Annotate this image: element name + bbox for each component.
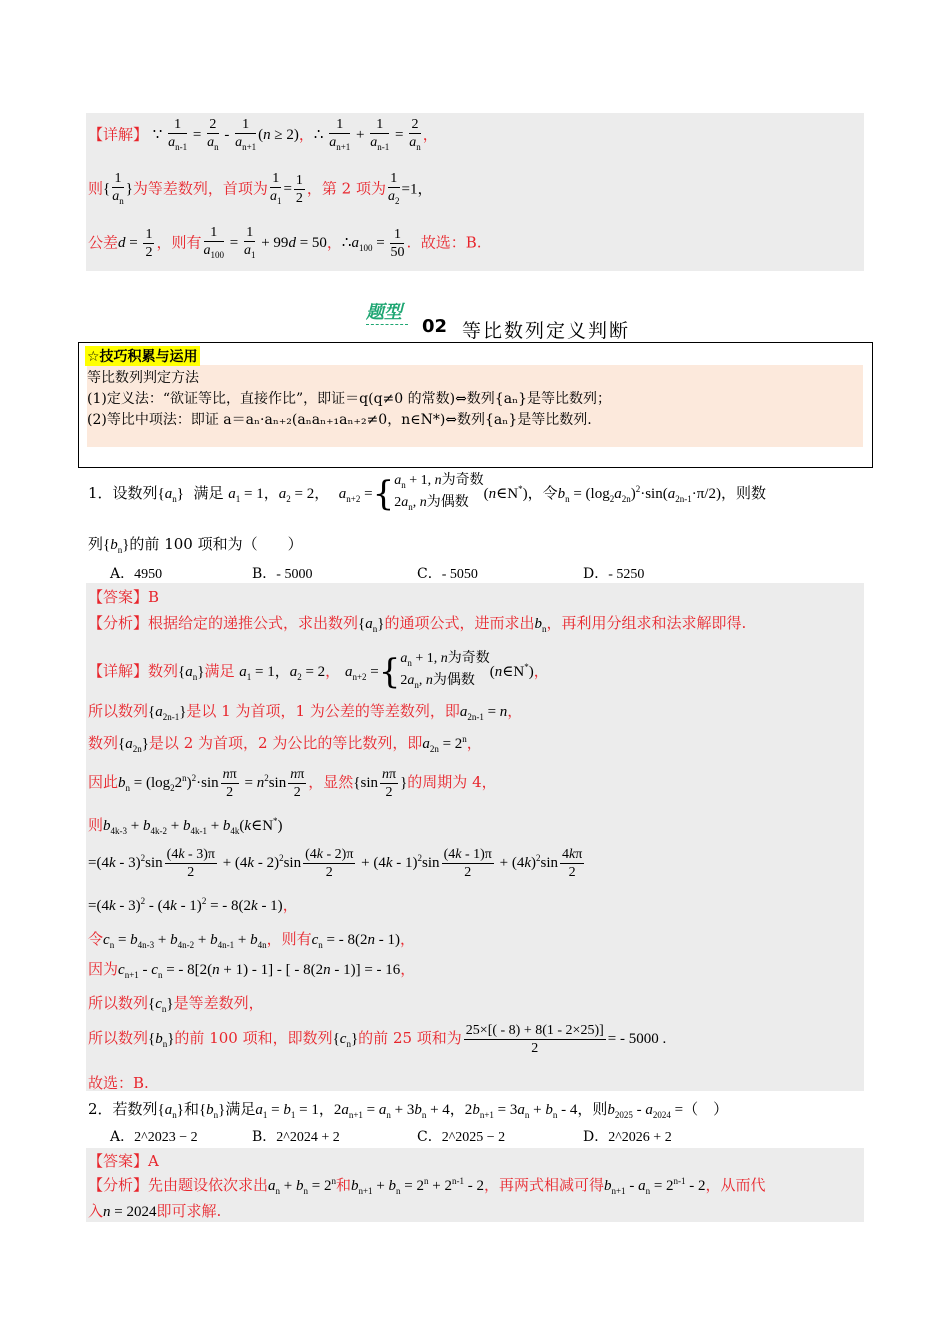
s2a: 数列 xyxy=(88,734,119,752)
analysis-a: 根据给定的递推公式，求出数列 xyxy=(148,614,359,632)
q2-option-b[interactable]: B．2^2024 + 2 xyxy=(252,1129,340,1145)
q1-stem-line-2: 列$\{b_n\}$的前 100 项和为（ ） xyxy=(88,535,303,555)
detail-line-1: 【详解】 ∵ $\frac{1}{a_{n-1}}$ = $\frac{2}{a_n}$ - $\frac{1}{a_{n+1}}$ (n ≥ 2)，∴ $\frac{1}{a_{n+1}}$ + $\frac{1}{a_{n-1}}$ = $\frac{2}{a_n}$ ， xyxy=(88,117,438,152)
s9b: 是等差数列， xyxy=(173,994,264,1012)
q2-stem-a: 2．若数列 xyxy=(88,1100,158,1118)
q2-analysis-d: ，从而代 xyxy=(705,1176,766,1194)
heading-number: 02 xyxy=(422,316,448,337)
text-then: 则 xyxy=(88,179,104,198)
q2-option-c[interactable]: C．2^2025 − 2 xyxy=(417,1129,506,1145)
answer-label: 【答案】 xyxy=(88,588,149,606)
q1-answer xyxy=(88,586,159,607)
q2-answer-label: 【答案】 xyxy=(88,1152,149,1170)
q1-step-1: 所以数列$\{a_{2n-1}\}$是以 1 为首项，1 为公差的等差数列，即$a_{2n-1} = n$， xyxy=(88,702,523,722)
tips-line-3: (2)等比中项法：即证 a＝aₙ·aₙ₊₂(aₙaₙ₊₁aₙ₊₂≠0，n∈N*)⇔数列{aₙ}是等比数列. xyxy=(87,412,592,428)
q2-stem-b: 和 xyxy=(183,1100,199,1118)
text-eq-one: =1， xyxy=(401,181,433,198)
q2-stem-d: ，则 xyxy=(577,1100,608,1118)
q1-stem-d: ，则数 xyxy=(720,483,766,502)
q2-analysis-f: 即可求解. xyxy=(156,1202,222,1220)
q2-stem-e: （ ） xyxy=(683,1100,729,1118)
q1-step-10: 所以数列$\{b_n\}$的前 100 项和，即数列$\{c_n\}$的前 25 项和为 $\frac{25\times[( - 8) + 8(1 - 2\times 25)]}{2}$ = - 5000 . xyxy=(88,1023,667,1056)
q1-step-8: 因为$c_{n+1} - c_n$ = - 8[2(n + 1) - 1] - [ - 8(2n - 1)] = - 16， xyxy=(88,960,416,980)
detail-a: 数列 xyxy=(148,661,179,680)
s3a: 因此 xyxy=(88,772,119,791)
detail-b: 满足 xyxy=(204,661,235,680)
q1-option-c[interactable]: C．- 5050 xyxy=(417,566,478,582)
s10b: 的前 100 项和，即数列 xyxy=(174,1028,333,1047)
s4a: 则 xyxy=(88,816,104,834)
q2-analysis-e: 入 xyxy=(88,1202,104,1220)
q1-conclusion xyxy=(88,1072,149,1093)
answer-value: B xyxy=(148,588,160,606)
heading-tag: 题型 xyxy=(366,302,402,323)
s9a: 所以数列 xyxy=(88,994,149,1012)
q1-step-9: 所以数列$\{c_n\}$是等差数列， xyxy=(88,994,264,1014)
q1-step-3: 因此$b_n = (\log_22^n)^2\cdot\sin$ $\frac{n\pi}{2}$ = $n^2\sin$ $\frac{n\pi}{2}$ ，显然{sin $\frac{n\pi}{2}$ }的周期为 4， xyxy=(88,767,497,800)
s3b: ，显然 xyxy=(308,772,354,791)
q2-analysis-label: 【分析】 xyxy=(88,1176,149,1194)
q2-analysis-a: 先由题设依次求出 xyxy=(148,1176,269,1194)
s2b: 是以 2 为首项，2 为公比的等比数列，即 xyxy=(148,734,423,752)
q2-stem-c: 满足 xyxy=(225,1100,256,1118)
text-then-have: ，则有 xyxy=(156,233,202,252)
conclusion-top: 故选：B. xyxy=(420,233,482,252)
q1-analysis: 【分析】根据给定的递推公式，求出数列$\{a_n\}$的通项公式，进而求出$b_n$，再利用分组求和法求解即得. xyxy=(88,614,747,634)
tips-box xyxy=(78,342,873,468)
s8a: 因为 xyxy=(88,960,119,978)
analysis-c: ，再利用分组求和法求解即得. xyxy=(546,614,747,632)
seq-reciprocal: { $\frac{1}{a_n}$ } xyxy=(103,171,133,206)
s1a: 所以数列 xyxy=(88,702,149,720)
analysis-b: 的通项公式，进而求出 xyxy=(384,614,535,632)
s7a: 令 xyxy=(88,930,104,948)
detail-line-2: 则{ $\frac{1}{a_n}$ }为等差数列，首项为 $\frac{1}{a_1}$ = $\frac{1}{2}$ ，第 2 项为 $\frac{1}{a_2}$ =1， xyxy=(88,171,433,207)
s10d: = - 5000 . xyxy=(607,1030,667,1047)
q1-stem-c: ，令 xyxy=(527,483,558,502)
q1-stem-a: 1．设数列 xyxy=(88,483,158,502)
q1-stem-line-1: 1．设数列$\{a_n\}$ 满足 $a_1 = 1$，$a_2 = 2$， $a_{n+2} =\{a_n + 1$, n为奇数 $2a_n$, n为偶数(n∈N*)，令$b_n = (\log_2a_{2n})^2\cdot\sin(a_{2n-1}\cdot\pi/2)$，则数 xyxy=(88,473,766,514)
q1-stem-f: 的前 100 项和为（ ） xyxy=(129,535,303,553)
detail-formula-1: ∵ $\frac{1}{a_{n-1}}$ = $\frac{2}{a_n}$ - $\frac{1}{a_{n+1}}$ (n ≥ 2) xyxy=(152,117,299,152)
detail-label-q1: 【详解】 xyxy=(88,661,149,680)
q1-step-7: 令$c_n = b_{4n-3} + b_{4n-2} + b_{4n-1} + b_{4n}$，则有$c_n$ = - 8(2n - 1)， xyxy=(88,930,415,950)
analysis-label: 【分析】 xyxy=(88,614,149,632)
s10a: 所以数列 xyxy=(88,1028,149,1047)
q1-detail-1: 【详解】数列$\{a_n\}$满足 $a_1 = 1$，$a_2 = 2$， $a_{n+2} =\{a_n + 1$, n为奇数 $2a_n$, n为偶数(n∈N*)， xyxy=(88,651,549,692)
q1-option-b[interactable]: B．- 5000 xyxy=(252,566,313,582)
q2-answer xyxy=(88,1150,159,1171)
comma: ， xyxy=(326,233,342,252)
q1-step-2: 数列$\{a_{2n}\}$是以 2 为首项，2 为公比的等比数列，即$a_{2n} = 2^n$， xyxy=(88,734,482,754)
tips-tag: ☆技巧积累与运用 xyxy=(85,346,200,366)
q1-stem-e: 列 xyxy=(88,535,104,553)
q2-analysis-c: ，再两式相减可得 xyxy=(483,1176,604,1194)
q2-stem: 2．若数列$\{a_n\}$和$\{b_n\}$满足$a_1 = b_1 = 1$，$2a_{n+1} = a_n + 3b_n + 4$，$2b_{n+1} = 3a_n + b_n - 4$，则$b_{2025} - a_{2024}$ =（ ） xyxy=(88,1100,729,1120)
q2-option-d[interactable]: D．2^2026 + 2 xyxy=(583,1129,672,1145)
q1-step-4: 则$b_{4k-3} + b_{4k-2} + b_{4k-1}$ + $b_{4k}(k\in N^*)$ xyxy=(88,816,283,836)
detail-label: 【详解】 xyxy=(88,125,149,144)
s1b: 是以 1 为首项，1 为公差的等差数列，即 xyxy=(186,702,460,720)
s3c: 的周期为 4， xyxy=(407,772,497,791)
s7b: ，则有 xyxy=(266,930,312,948)
tips-line-2: (1)定义法：“欲证等比，直接作比”，即证＝q(q≠0 的常数)⇔数列{aₙ}是等比数列； xyxy=(87,391,612,407)
q2-analysis-b: 和 xyxy=(335,1176,351,1194)
q1-option-d[interactable]: D．- 5250 xyxy=(583,566,645,582)
detail-line-3: 公差d = $\frac{1}{2}$ ，则有 $\frac{1}{a_{100}}$ = $\frac{1}{a_1}$ + 99d = 50，$\therefore a_{100}$ = $\frac{1}{50}$ . 故选：B. xyxy=(88,225,482,261)
text-second-term: ，第 2 项为 xyxy=(306,179,386,198)
heading-dash xyxy=(366,324,408,325)
s10c: 的前 25 项和为 xyxy=(358,1028,462,1047)
q1-stem-b: 满足 xyxy=(193,483,224,502)
q1-step-6: =(4k - 3)$^2$ - (4k - 1)$^2$ = - 8(2k - 1)， xyxy=(88,896,298,914)
q2-answer-value: A xyxy=(148,1152,159,1170)
q1-step-5: =(4k - 3)$^2$sin $\frac{(4k - 3)\pi}{2}$ + (4k - 2)$^2$sin $\frac{(4k - 2)\pi}{2}$ + (4k - 1)$^2$sin $\frac{(4k - 1)\pi}{2}$ + $(4k)^2\sin$ $\frac{4k\pi}{2}$ xyxy=(88,847,583,880)
section-heading xyxy=(366,298,666,346)
text-common-diff: 公差 xyxy=(88,233,119,252)
q2-option-a[interactable]: A．2^2023 − 2 xyxy=(110,1129,198,1145)
q1-option-a[interactable]: A．4950 xyxy=(110,566,163,582)
text-arith-first: 为等差数列，首项为 xyxy=(132,179,268,198)
heading-title: 等比数列定义判断 xyxy=(462,320,631,342)
q1-conclusion-text: 故选：B. xyxy=(88,1074,149,1092)
q2-analysis-2: 入n = 2024即可求解. xyxy=(88,1202,222,1220)
tips-line-1: 等比数列判定方法 xyxy=(87,370,199,386)
q2-analysis-1: 【分析】先由题设依次求出$a_n + b_n = 2^n$和$b_{n+1} + b_n = 2^n + 2^{n-1} - 2$，再两式相减可得$b_{n+1} - a_n = 2^{n-1} - 2$，从而代 xyxy=(88,1176,766,1196)
